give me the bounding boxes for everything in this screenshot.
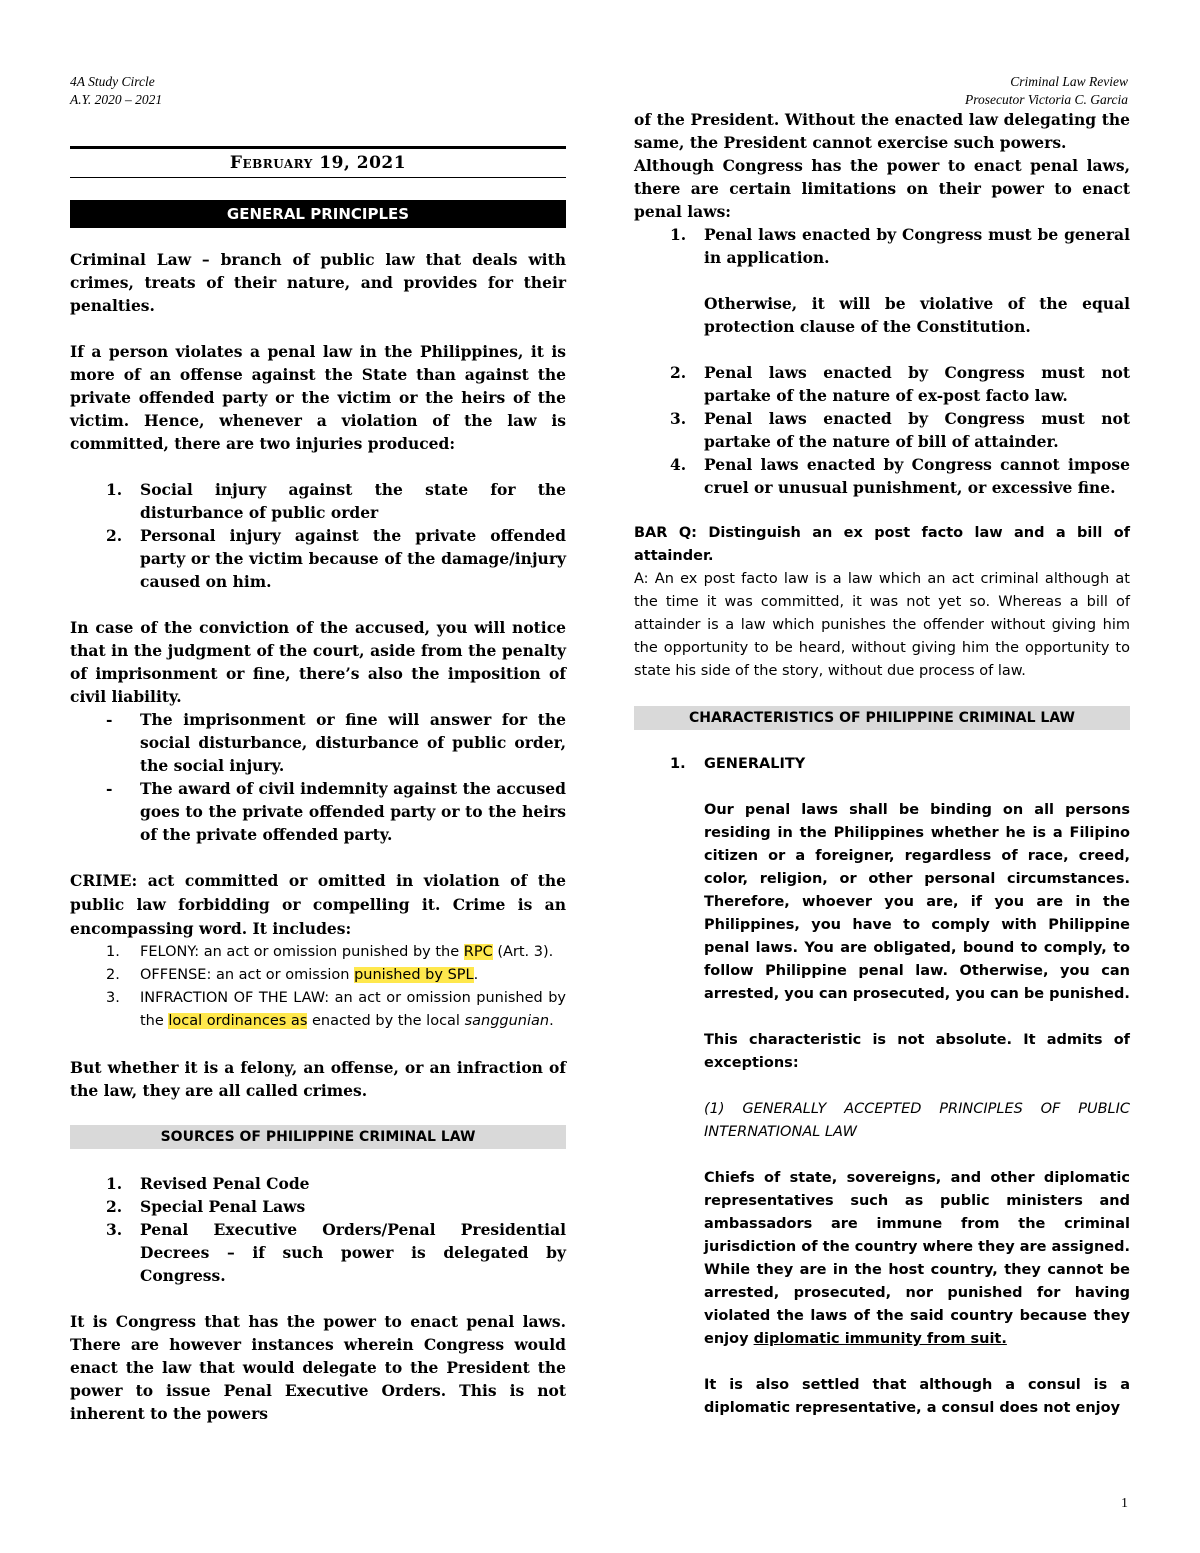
header-left [70,73,162,109]
list-item: 3. INFRACTION OF THE LAW: an act or omission punished by the local ordinances as enacted by the local sanggunian. [106,990,566,1029]
injuries-list [70,478,566,593]
list-item: 1. FELONY: an act or omission punished by the RPC (Art. 3). [106,944,554,960]
list-item: 4. Penal laws enacted by Congress cannot impose cruel or unusual punishment, or excessive fine. [670,455,1130,497]
right-column [634,108,1130,1420]
exception-heading: (1) GENERALLY ACCEPTED PRINCIPLES OF PUBLIC INTERNATIONAL LAW [704,1101,1130,1140]
list-item: 1. Revised Penal Code [106,1174,310,1193]
header-instructor: Prosecutor Victoria C. Garcia [965,92,1128,107]
paragraph-generality: Our penal laws shall be binding on all persons residing in the Philippines whether he is a Filipino citizen or a foreigner, regardless of race, creed, color, religion, or other personal circumstances. Therefore, whoever you are, if you are in the Philippines, you have to comply with Philippine penal laws. You are obligated, bound to comply, to follow Philippine penal law. Otherwise, you can arrested, you can prosecuted, you can be punished. [704,802,1130,1002]
list-item: 3. Penal laws enacted by Congress must not partake of the nature of bill of attainder. [670,409,1130,451]
section-banner-general-principles: GENERAL PRINCIPLES [70,200,566,228]
paragraph-limitations: Although Congress has the power to enact penal laws, there are certain limitations on their power to enact penal laws: [634,156,1130,221]
page-number: 1 [1121,1496,1128,1511]
sources-list [70,1172,566,1287]
underlined-term: diplomatic immunity from suit. [753,1331,1007,1347]
paragraph-criminal-law-definition: Criminal Law – branch of public law that deals with crimes, treats of their nature, and provides for their penalties. [70,250,566,315]
list-item: - The award of civil indemnity against the accused goes to the private offended party or to the heirs of the private offended party. [106,779,566,844]
paragraph-civil-liability: In case of the conviction of the accused, you will notice that in the judgment of the court, aside from the penalty of imprisonment or fine, there’s also the imposition of civil liability. [70,618,566,706]
list-item: 2. Personal injury against the private offended party or the victim because of the damage/injury caused on him. [106,526,566,591]
highlight: RPC [463,944,493,960]
paragraph-crime-definition: CRIME: act committed or omitted in violation of the public law forbidding or compelling it. Crime is an encompassing word. It includes: [70,871,566,938]
paragraph-consul: It is also settled that although a consul is a diplomatic representative, a consul does not enjoy [704,1377,1130,1416]
section-banner-sources: SOURCES OF PHILIPPINE CRIMINAL LAW [70,1125,566,1149]
limitations-list [634,223,1130,499]
list-item: - The imprisonment or fine will answer for the social disturbance, disturbance of public order, the social injury. [106,710,566,775]
list-item: 1. Social injury against the state for the disturbance of public order [106,480,566,522]
list-item: 2. OFFENSE: an act or omission punished by SPL. [106,967,479,983]
bar-question: BAR Q: Distinguish an ex post facto law and a bill of attainder. [634,525,1130,564]
civil-liability-list [70,708,566,846]
paragraph-congress-power: It is Congress that has the power to enact penal laws. There are however instances wherein Congress would enact the law that would delegate to the President the power to issue Penal Executive Orders. This is not inherent to the powers [70,1312,566,1423]
list-item: 2. Special Penal Laws [106,1197,306,1216]
date-heading: February 19, 2021 [70,146,566,178]
paragraph-president-powers: of the President. Without the enacted law delegating the same, the President cannot exercise such powers. [634,110,1130,152]
paragraph-diplomatic-immunity: Chiefs of state, sovereigns, and other diplomatic representatives such as public ministers and ambassadors are immune from the criminal jurisdiction of the country where they are assigned. While they are in the host country, they cannot be arrested, prosecuted, nor punished for having violated the laws of the said country because they enjoy diplomatic immunity from suit. [704,1170,1130,1347]
paragraph-two-injuries: If a person violates a penal law in the Philippines, it is more of an offense against the State than against the private offended party or the victim or the heirs of the victim. Hence, whenever a violation of the law is committed, there are two injuries produced: [70,342,566,453]
header-study-circle: 4A Study Circle [70,74,155,89]
bar-answer: A: An ex post facto law is a law which an act criminal although at the time it was committed, it was not yet so. Whereas a bill of attainder is a law which punishes the offender without giving him the opportunity to be heard, without giving him the opportunity to state his side of the story, without due process of law. [634,571,1130,679]
paragraph-all-called-crimes: But whether it is a felony, an offense, or an infraction of the law, they are all called crimes. [70,1058,566,1100]
list-item: 3. Penal Executive Orders/Penal Presidential Decrees – if such power is delegated by Congress. [106,1220,566,1285]
section-banner-characteristics: CHARACTERISTICS OF PHILIPPINE CRIMINAL LAW [634,706,1130,730]
highlight: local ordinances as [168,1013,308,1029]
header-academic-year: A.Y. 2020 – 2021 [70,92,163,107]
generality-heading: 1. GENERALITY [670,756,806,772]
header-right [965,73,1128,109]
list-item: 1. Penal laws enacted by Congress must be general in application. Otherwise, it will be violative of the equal protection clause of the Constitution. [670,225,1130,336]
highlight: punished by SPL [354,967,474,983]
paragraph-not-absolute: This characteristic is not absolute. It admits of exceptions: [704,1032,1130,1071]
header-course: Criminal Law Review [1010,74,1128,89]
list-item: 2. Penal laws enacted by Congress must not partake of the nature of ex-post facto law. [670,363,1130,405]
left-column [70,146,566,1425]
crime-types-list [70,941,566,1033]
